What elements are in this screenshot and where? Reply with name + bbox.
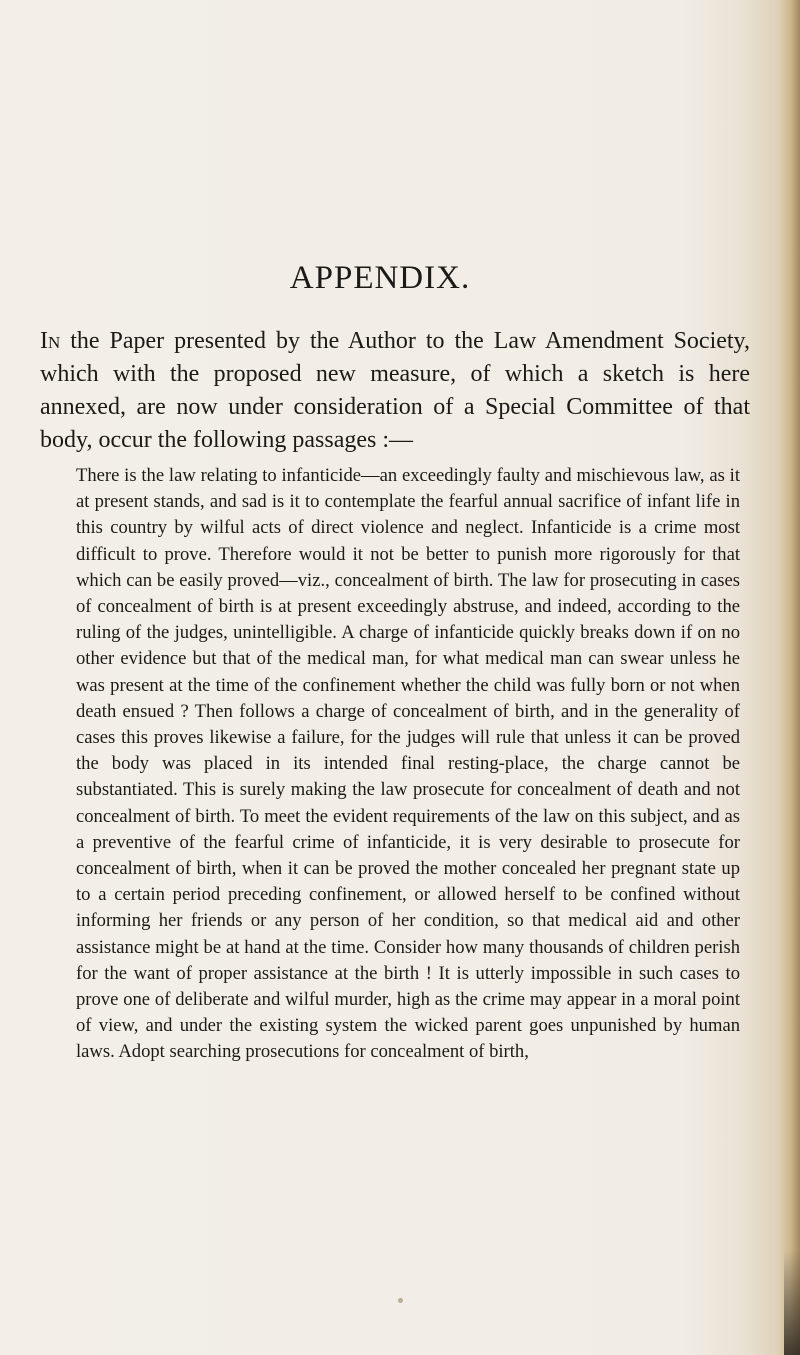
intro-first-word: In (40, 328, 61, 354)
quoted-passage: There is the law relating to infanticide—an exceedingly faulty and mischievous law, as it at present stands, and sad is it to contemplate the fearful annual sacrifice of infant life in this country by wilful acts of direct violence and neglect. Infanticide is a crime most difficult to prove. Therefore would it not be better to punish more rigorously for that which can be easily proved—viz., concealment of birth. The law for prosecuting in cases of concealment of birth is at present exceedingly abstruse, and indeed, according to the ruling of the judges, unintelligible. A charge of infanticide quickly breaks down if on no other evidence but that of the medical man, for what medical man can swear unless he was present at the time of the confinement whether the child was fully born or not when death ensued ? Then follows a charge of concealment of birth, and in the generality of cases this proves likewise a failure, for the judges will rule that unless it can be proved the body was placed in its intended final resting-place, the charge cannot be substantiated. This is surely making the law prosecute for concealment of death and not concealment of birth. To meet the evident requirements of the law on this subject, and as a preventive of the fearful crime of infanticide, it is very desirable to prosecute for concealment of birth, when it can be proved the mother concealed her pregnant state up to a certain period preceding confinement, or allowed herself to be confined without informing her friends or any person of her condition, so that medical aid and other assistance might be at hand at the time. Consider how many thousands of children perish for the want of proper assistance at the birth ! It is utterly impossible in such cases to prove one of deliberate and wilful murder, high as the crime may appear in a moral point of view, and under the existing system the wicked parent goes unpunished by human laws. Adopt searching prosecutions for concealment of birth, (76, 465, 740, 1063)
intro-paragraph (40, 325, 750, 457)
page-edge-shadow (778, 0, 800, 1355)
paper-speck (398, 1298, 403, 1303)
page-corner-shadow (784, 1250, 800, 1355)
appendix-heading: APPENDIX. (289, 260, 471, 296)
intro-text: the Paper presented by the Author to the Law Amendment Society, which with the proposed new measure, of which a sketch is here annexed, are now under consideration of a Special Committee of that body, occur the following passages :— (40, 328, 750, 453)
